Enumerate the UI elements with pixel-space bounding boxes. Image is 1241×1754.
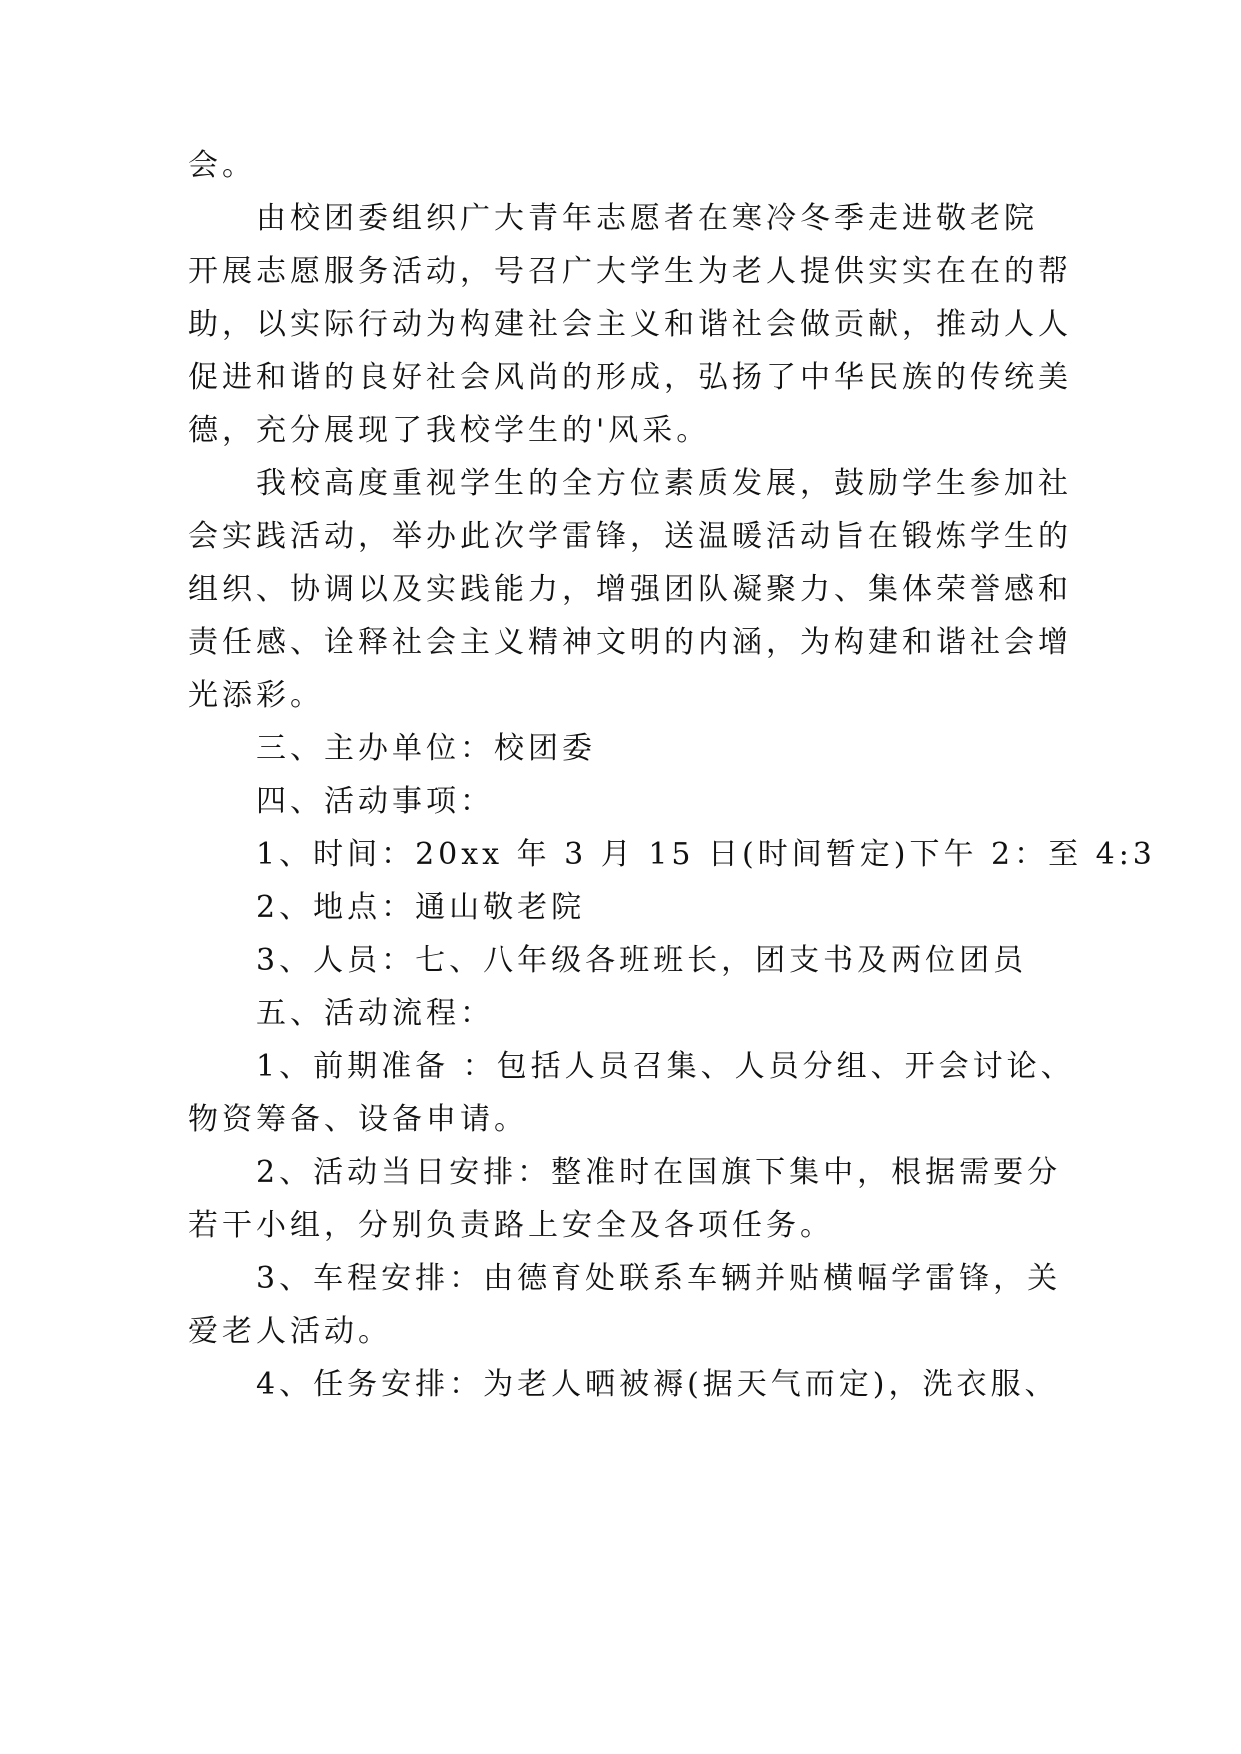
paragraph-line: 光添彩。 <box>188 678 324 713</box>
paragraph-line: 物资筹备、设备申请。 <box>188 1102 528 1137</box>
paragraph-line: 组织、协调以及实践能力，增强团队凝聚力、集体荣誉感和 <box>188 572 1072 607</box>
paragraph-line: 爱老人活动。 <box>188 1314 392 1349</box>
list-item: 3、车程安排：由德育处联系车辆并贴横幅学雷锋，关 <box>256 1261 1062 1296</box>
list-item: 2、地点：通山敬老院 <box>256 890 586 925</box>
list-item: 1、时间：20xx 年 3 月 15 日(时间暂定)下午 2：至 4:3 <box>256 837 1156 872</box>
paragraph-line: 若干小组，分别负责路上安全及各项任务。 <box>188 1208 834 1243</box>
list-item: 3、人员：七、八年级各班班长，团支书及两位团员 <box>256 943 1028 978</box>
paragraph-line: 德，充分展现了我校学生的'风采。 <box>188 413 711 448</box>
list-item: 1、前期准备 ：包括人员召集、人员分组、开会讨论、 <box>256 1049 1075 1084</box>
paragraph-line: 会。 <box>188 148 256 183</box>
section-heading: 三、主办单位：校团委 <box>256 731 596 766</box>
section-heading: 五、活动流程： <box>256 996 494 1031</box>
paragraph-line: 由校团委组织广大青年志愿者在寒冷冬季走进敬老院 <box>256 201 1038 236</box>
paragraph-line: 促进和谐的良好社会风尚的形成，弘扬了中华民族的传统美 <box>188 360 1072 395</box>
paragraph-line: 我校高度重视学生的全方位素质发展，鼓励学生参加社 <box>256 466 1072 501</box>
list-item: 2、活动当日安排：整准时在国旗下集中，根据需要分 <box>256 1155 1062 1190</box>
section-heading: 四、活动事项： <box>256 784 494 819</box>
list-item: 4、任务安排：为老人晒被褥(据天气而定)，洗衣服、 <box>256 1367 1059 1402</box>
paragraph-line: 责任感、诠释社会主义精神文明的内涵，为构建和谐社会增 <box>188 625 1072 660</box>
paragraph-line: 助，以实际行动为构建社会主义和谐社会做贡献，推动人人 <box>188 307 1072 342</box>
paragraph-line: 会实践活动，举办此次学雷锋，送温暖活动旨在锻炼学生的 <box>188 519 1072 554</box>
paragraph-line: 开展志愿服务活动，号召广大学生为老人提供实实在在的帮 <box>188 254 1072 289</box>
